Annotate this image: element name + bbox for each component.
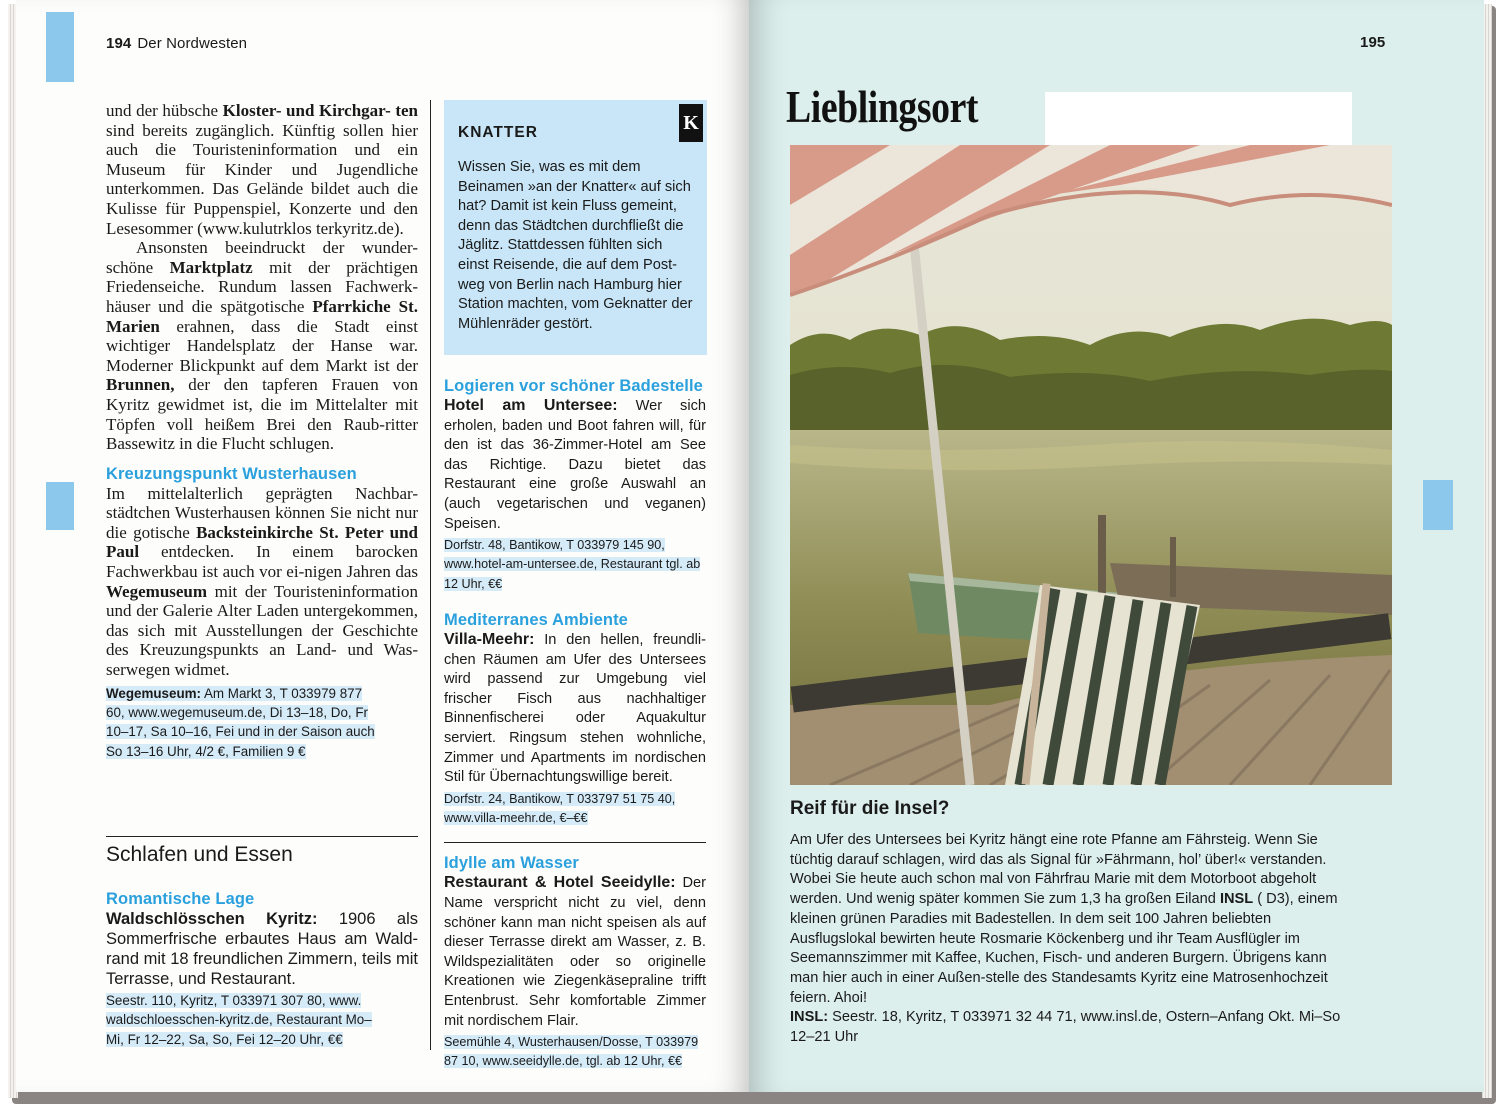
lieblingsort-text: Am Ufer des Untersees bei Kyritz hängt eine rote Pfanne am Fährsteig. Wenn Sie tüchtig darauf schlagen, wird das als Signal für »Fährmann, hol’ über!« verstanden. Wobei Sie heute auch schon mal von Fährfrau Marie mit dem Motorboot abgeholt werden. Und wenig später kommen Sie zum 1,3 ha großen Eiland INSL ( D3), einem kleinen grünen Paradies mit Badestellen. In dem seit 100 Jahren beliebten Ausflugslokal bewirten heute Rosmarie Köckenberg und ihr Team Ausflügler im Seemannszimmer mit Kaffee, Kuchen, Fisch- und anderen Burgern. Übrigens kann man hier auch in einer Außen-stelle des Standesamts Kyritz eine Matrosenhochzeit feiern. Ahoi! INSL: Seestr. 18, Kyritz, T 033971 32 44 71, www.insl.de, Ostern–Anfang Okt. Mi–So 12–21 Uhr (790, 831, 1350, 1048)
column-rule (430, 100, 431, 1050)
left-column (106, 101, 418, 761)
chapter-tab-top (46, 12, 74, 82)
heading-logieren: Logieren vor schöner Badestelle (444, 377, 703, 395)
subtitle: Reif für die Insel? (790, 798, 950, 819)
running-head-left (106, 35, 247, 52)
lake-photo (790, 145, 1392, 785)
info-villa-meehr: Dorfstr. 24, Bantikow, T 033797 51 75 40, www.villa-meehr.de, €–€€ (444, 791, 676, 826)
box-text: Wissen Sie, was es mit dem Beinamen »an der Knatter« auf sich hat? Damit ist kein Fluss gemeint, denn das Städtchen durchfließt die Jäglitz. Stattdessen fühlten sich einst Reisende, die auf dem Post-weg von Berlin nach Hamburg hier Station machten, vom Geknatter der Mühlenräder gestört. (458, 159, 693, 332)
page-number: 194 (106, 35, 132, 52)
paragraph: Restaurant & Hotel Seeidylle: Der Name verspricht nicht zu viel, denn schöner kann man nicht speisen als auf dieser Terrasse direkt am Wasser, z. B. Wildspezialitäten oder so originelle Kreationen wie Ziegenkäsepraline trifft Entenbrust. Sehr komfortable Zimmer mit nordischem Flair. (444, 874, 706, 1029)
info-untersee: Dorfstr. 48, Bantikow, T 033979 145 90, www.hotel-am-untersee.de, Restaurant tgl. ab 12 Uhr, €€ (444, 538, 701, 591)
sleep-eat-block (106, 889, 418, 1049)
title-backing (1045, 92, 1352, 146)
right-column (444, 376, 706, 1072)
section-title: Der Nordwesten (137, 35, 248, 52)
info-insl: INSL: Seestr. 18, Kyritz, T 033971 32 44 71, www.insl.de, Ostern–Anfang Okt. Mi–So 12–21 Uhr (790, 1009, 1341, 1046)
chapter-tab-middle (46, 482, 74, 530)
box-title: KNATTER (458, 124, 538, 141)
section-heading: Schlafen und Essen (106, 843, 293, 866)
paragraph: Waldschlösschen Kyritz: 1906 als Sommerfrische erbautes Haus am Wald-rand mit 18 freundlichen Zimmern, teils mit Terrasse, und Restaurant. (106, 910, 418, 988)
map-pin-icon: ( D3) (1253, 891, 1290, 908)
paragraph: und der hübsche Kloster- und Kirchgar- ten sind bereits zugänglich. Künftig sollen hier auch die Touristeninformation und ein Museum für Kinder und Jugendliche unterkommen. Das Gelände bildet auch die Kulisse für Puppenspiel, Konzerte und den Lesesommer (www.kulutrklos terkyritz.de). (106, 101, 419, 238)
paragraph: Im mittelalterlich geprägten Nachbar-städtchen Wusterhausen können Sie nicht nur die gotische Backsteinkirche St. Peter und Paul entdecken. In einem barocken Fachwerkbau ist auch vor ei-nigen Jahren das Wegemuseum mit der Touristeninformation und der Galerie Alter Laden untergekommen, das sich mit Ausstellungen der Geschichte des Kreuzungspunkts an Land- und Was-serwegen widmet. (106, 483, 419, 680)
divider (444, 842, 706, 843)
paragraph: Ansonsten beeindruckt der wunder-schöne Marktplatz mit der prächtigen Friedenseiche. Rundum lassen Fachwerk-häuser und die spätgotische Pfarrkiche St. Marien erahnen, dass die Stadt einst wichtiger Handelsplatz der Hanse war. Moderner Blickpunkt auf dem Markt ist der Brunnen, der den tapferen Frauen von Kyritz gewidmet ist, die im Mittelalter mit Töpfen voll heißem Brei den Raub-ritter Bassewitz in die Flucht schlugen. (106, 238, 418, 454)
photo-illustration (790, 145, 1392, 785)
heading-idylle: Idylle am Wasser (444, 854, 579, 873)
paragraph: Hotel am Untersee: Wer sich erholen, baden und Boot fahren will, für den ist das 36-Zimmer-Hotel am See das Richtige. Dazu bietet das Restaurant eine große Auswahl an (auch vegetarischen und veganen) Speisen. (444, 397, 706, 532)
knatter-box (444, 100, 707, 355)
divider (106, 836, 418, 837)
info-seeidylle: Seemühle 4, Wusterhausen/Dosse, T 033979 87 10, www.seeidylle.de, tgl. ab 12 Uhr, €€ (444, 1035, 699, 1069)
page-title: Lieblingsort (786, 81, 979, 132)
info-waldschloesschen: Seestr. 110, Kyritz, T 033971 307 80, www. waldschloesschen-kyritz.de, Restaurant Mo– Mi, Fr 12–22, Sa, So, Fei 12–20 Uhr, €€ (106, 993, 372, 1047)
heading-romantische-lage: Romantische Lage (106, 890, 255, 908)
paragraph: Villa-Meehr: In den hellen, freundli-chen Räumen am Ufer des Untersees wird passend zur Umgebung viel frischer Fisch aus nachhaltiger Binnenfischerei oder Aquakultur serviert. Ringsum stehen wohnliche, Zimmer und Apartments im nordischen Stil für Übernachtungswillige bereit. (444, 631, 706, 786)
chapter-tab-right (1423, 480, 1453, 530)
heading-mediterranes: Mediterranes Ambiente (444, 611, 628, 630)
heading-wusterhausen: Kreuzungspunkt Wusterhausen (106, 464, 357, 483)
info-wegemuseum: Wegemuseum: Am Markt 3, T 033979 877 60, www.wegemuseum.de, Di 13–18, Do, Fr 10–17, Sa 10–16, Fei und in der Saison auch So 13–16 Uhr, 4/2 €, Familien 9 € (106, 685, 375, 759)
running-head-right (1360, 34, 1391, 51)
page-number: 195 (1360, 34, 1386, 51)
k-badge: K (679, 104, 703, 142)
